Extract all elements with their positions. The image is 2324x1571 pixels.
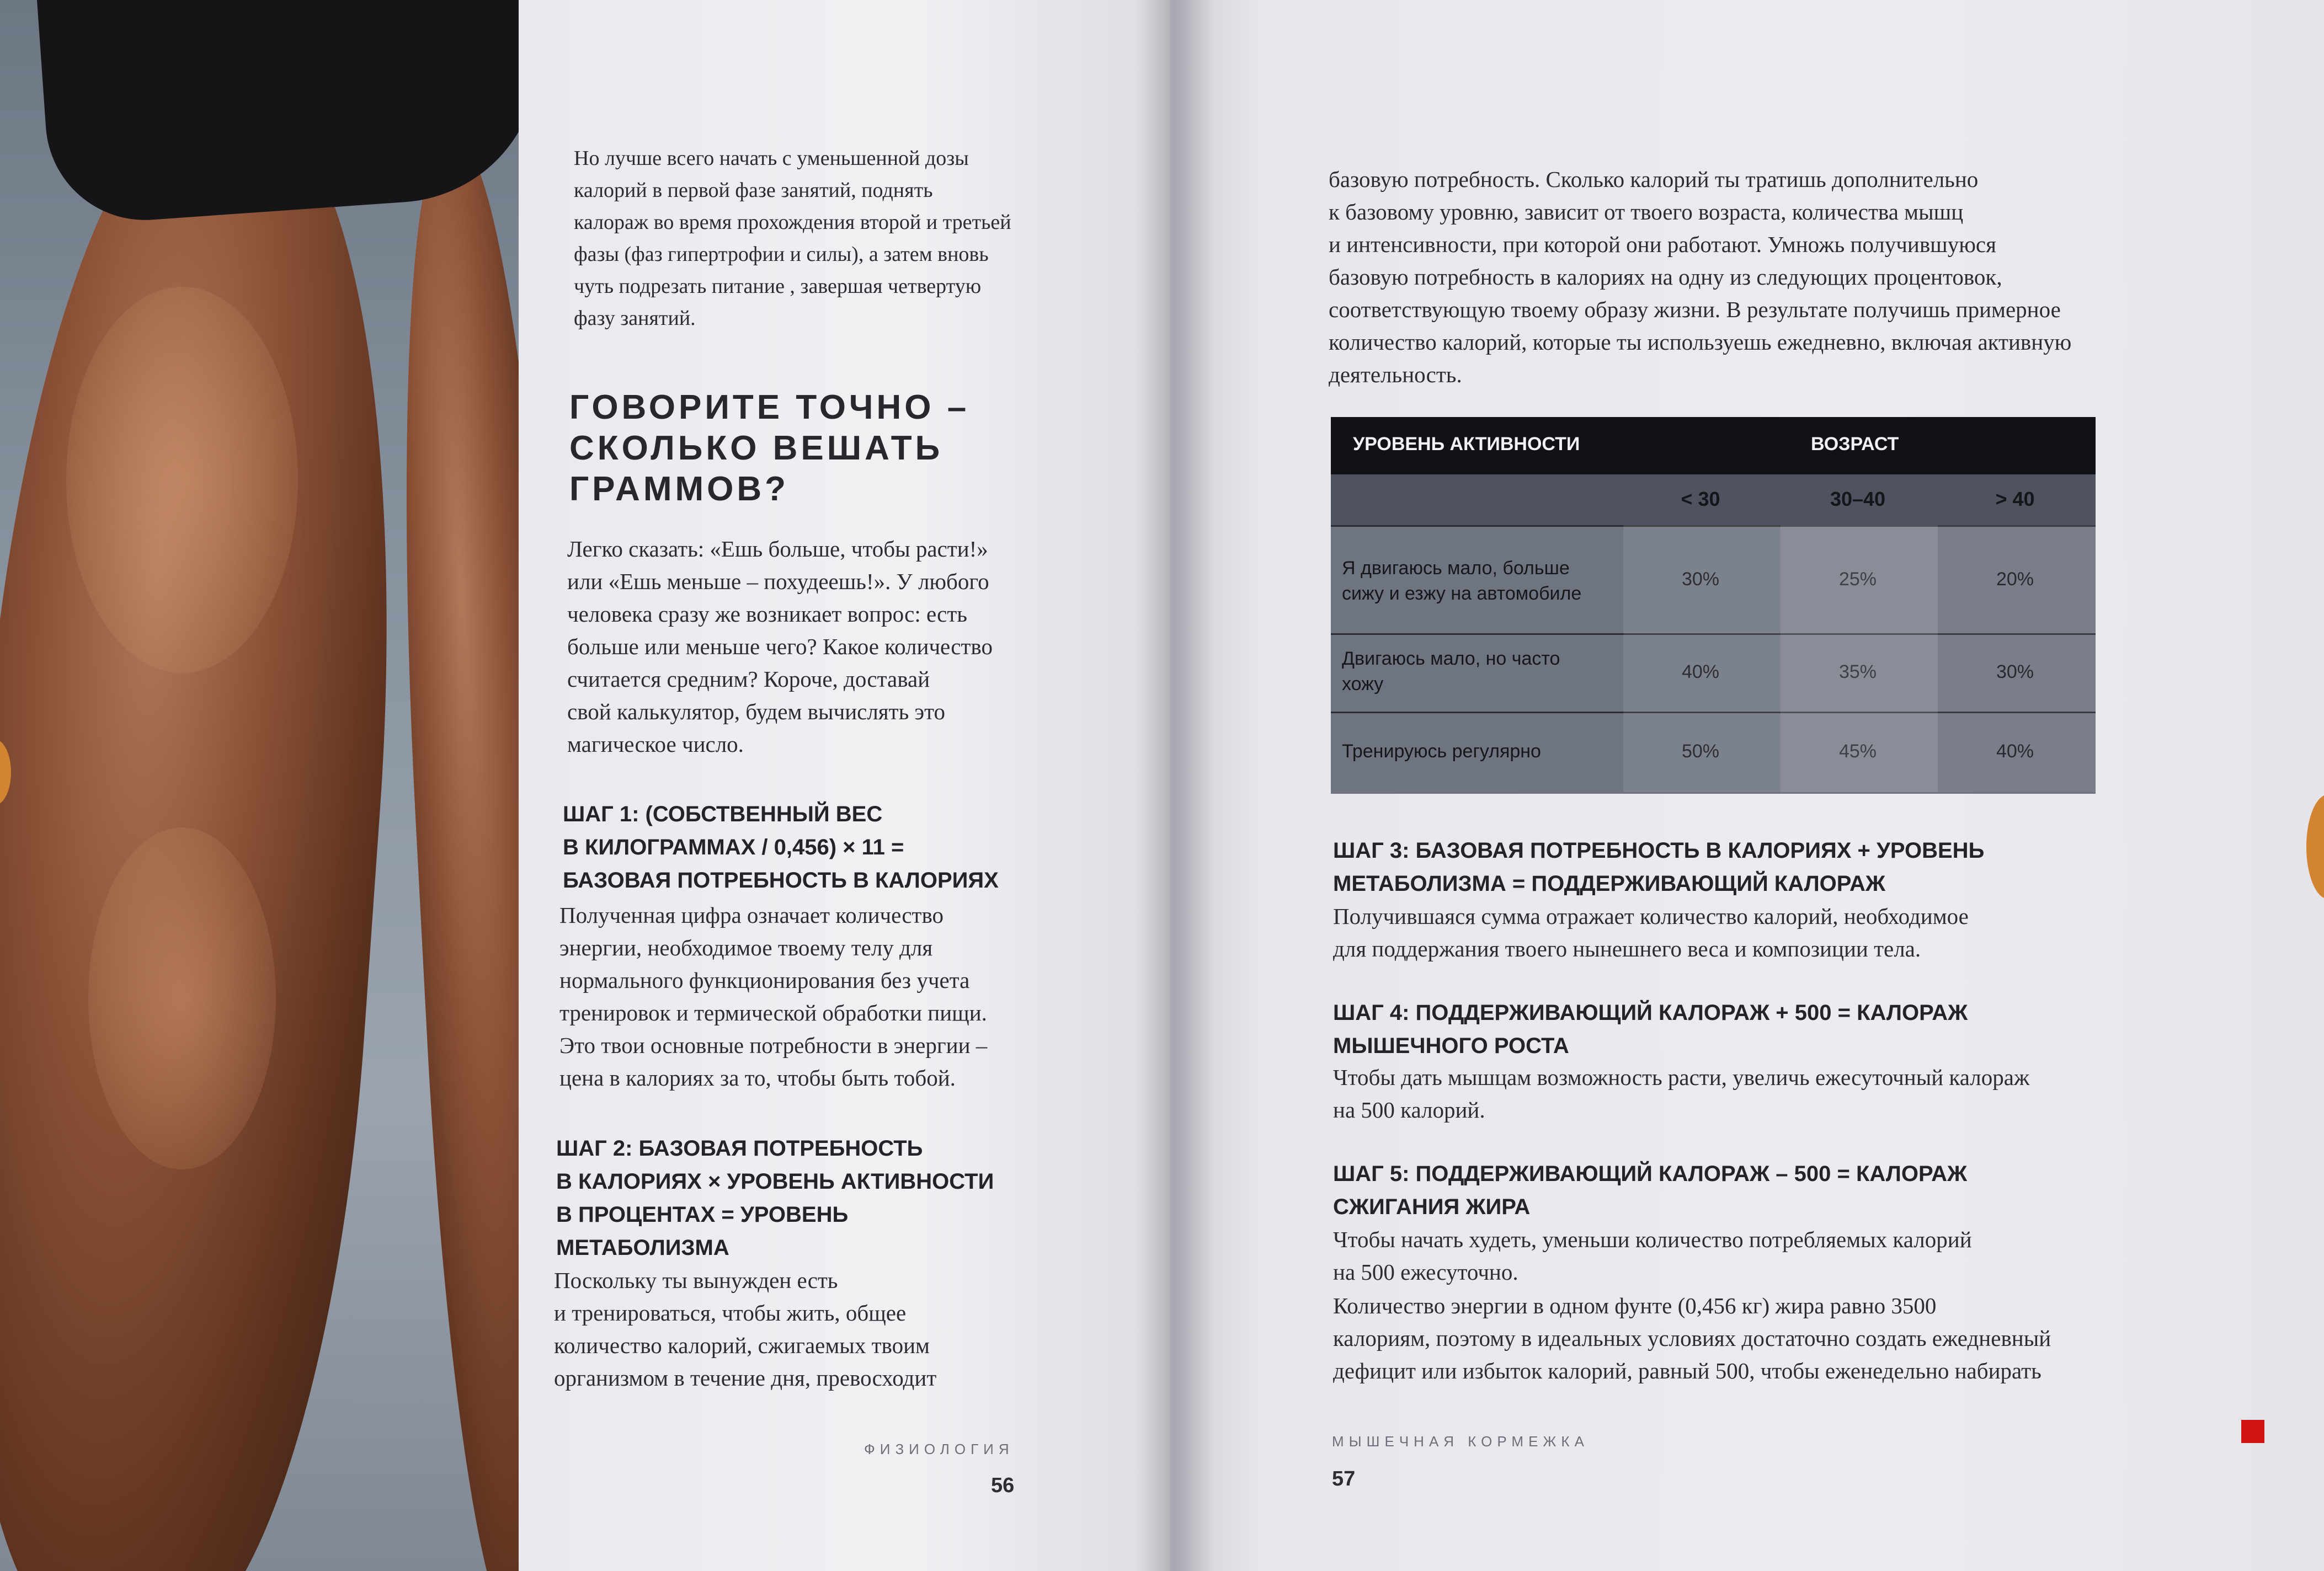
column-shade	[1938, 525, 2096, 792]
step-4-title: ШАГ 4: ПОДДЕРЖИВАЮЩИЙ КАЛОРАЖ + 500 = КАЛОРАЖ МЫШЕЧНОГО РОСТА	[1333, 1001, 1968, 1058]
row-value: 30%	[1996, 661, 2034, 682]
age-subheader	[1331, 474, 2096, 525]
age-col-1: < 30	[1681, 488, 1720, 510]
column-shade	[1623, 525, 1781, 792]
page-number-left: 56	[991, 1474, 1015, 1497]
book-gutter	[1137, 0, 1214, 1571]
step-1-text: Полученная цифра означает количество энергии, необходимое твоему телу для нормального функционирования без учета тренировок и термической обработки пищи. Это твои основные потребности в энергии – цена в калориях за то, чтобы быть тобой.	[559, 902, 988, 1091]
row-label: Двигаюсь мало, но часто хожу	[1342, 648, 1560, 694]
running-head-right: МЫШЕЧНАЯ КОРМЕЖКА	[1332, 1433, 1589, 1450]
step-2-text: Поскольку ты вынужден есть и тренироваться, чтобы жить, общее количество калорий, сжигаемых твоим организмом в течение дня, превосходит	[554, 1268, 937, 1391]
step-5-title: ШАГ 5: ПОДДЕРЖИВАЮЩИЙ КАЛОРАЖ – 500 = КАЛОРАЖ СЖИГАНИЯ ЖИРА	[1333, 1162, 1968, 1219]
athlete-legs-photo	[0, 0, 552, 1571]
row-value: 35%	[1838, 661, 1877, 682]
row-value: 25%	[1838, 569, 1877, 590]
header-age: ВОЗРАСТ	[1811, 434, 1899, 455]
row-label: Тренируюсь регулярно	[1342, 741, 1541, 762]
row-label: Я двигаюсь мало, больше сижу и езжу на автомобиле	[1342, 558, 1582, 604]
running-head-left: ФИЗИОЛОГИЯ	[864, 1441, 1014, 1457]
final-paragraph: Количество энергии в одном фунте (0,456 кг) жира равно 3500 калориям, поэтому в идеальных условиях достаточно создать ежедневный дефицит или избыток калорий, равный 500, чтобы еженедельно набирать	[1333, 1293, 2051, 1383]
row-value: 20%	[1996, 569, 2034, 590]
header-activity: УРОВЕНЬ АКТИВНОСТИ	[1353, 434, 1580, 455]
row-value: 40%	[1681, 661, 1720, 682]
activity-table	[1331, 417, 2096, 792]
page-number-right: 57	[1332, 1467, 1356, 1490]
row-value: 30%	[1681, 569, 1720, 590]
red-square-marker	[2241, 1420, 2264, 1443]
step-3-text: Получившаяся сумма отражает количество калорий, необходимое для поддержания твоего нынешнего веса и композиции тела.	[1333, 904, 1969, 961]
muscle-highlight	[88, 827, 276, 1169]
age-col-2: 30–40	[1830, 488, 1886, 510]
table-header	[1331, 417, 2096, 474]
step-1-title: ШАГ 1: (СОБСТВЕННЫЙ ВЕС В КИЛОГРАММАХ / 0,456) × 11 = БАЗОВАЯ ПОТРЕБНОСТЬ В КАЛОРИЯХ	[563, 802, 999, 893]
step-2-title: ШАГ 2: БАЗОВАЯ ПОТРЕБНОСТЬ В КАЛОРИЯХ × УРОВЕНЬ АКТИВНОСТИ В ПРОЦЕНТАХ = УРОВЕНЬ МЕТАБОЛИЗМА	[556, 1136, 994, 1260]
row-value: 50%	[1681, 741, 1720, 762]
age-col-3: > 40	[1995, 488, 2035, 510]
row-value: 40%	[1996, 741, 2034, 762]
intro-paragraph: Но лучше всего начать с уменьшенной дозы калорий в первой фазе занятий, поднять калораж во время прохождения второй и третьей фазы (фаз гипертрофии и силы), а затем вновь чуть подрезать питание , завершая четвертую фазу занятий.	[574, 147, 1011, 330]
muscle-highlight	[66, 287, 298, 673]
continued-paragraph: базовую потребность. Сколько калорий ты тратишь дополнительно к базовому уровню, зависит от твоего возраста, количества мышц и интенсивности, при которой они работают. Умножь получившуюся базовую потребность в калориях на одну из следующих процентовок, соответствующую твоему образу жизни. В результате получишь примерное количество калорий, которые ты используешь ежедневно, включая активную деятельность.	[1329, 167, 2072, 387]
column-shade	[1781, 525, 1938, 792]
step-4-text: Чтобы дать мышцам возможность расти, увеличь ежесуточный калораж на 500 калорий.	[1333, 1065, 2030, 1123]
step-3-title: ШАГ 3: БАЗОВАЯ ПОТРЕБНОСТЬ В КАЛОРИЯХ + УРОВЕНЬ МЕТАБОЛИЗМА = ПОДДЕРЖИВАЮЩИЙ КАЛОРАЖ	[1333, 838, 1985, 896]
step-5-text: Чтобы начать худеть, уменьши количество потребляемых калорий на 500 ежесуточно.	[1333, 1227, 1972, 1285]
intro-paragraph-2: Легко сказать: «Ешь больше, чтобы расти!» или «Ешь меньше – похудеешь!». У любого человека сразу же возникает вопрос: есть больше или меньше чего? Какое количество считается средним? Короче, доставай свой калькулятор, будем вычислять это магическое число.	[567, 536, 993, 757]
row-value: 45%	[1838, 741, 1877, 762]
section-heading: ГОВОРИТЕ ТОЧНО – СКОЛЬКО ВЕШАТЬ ГРАММОВ?	[569, 388, 970, 508]
